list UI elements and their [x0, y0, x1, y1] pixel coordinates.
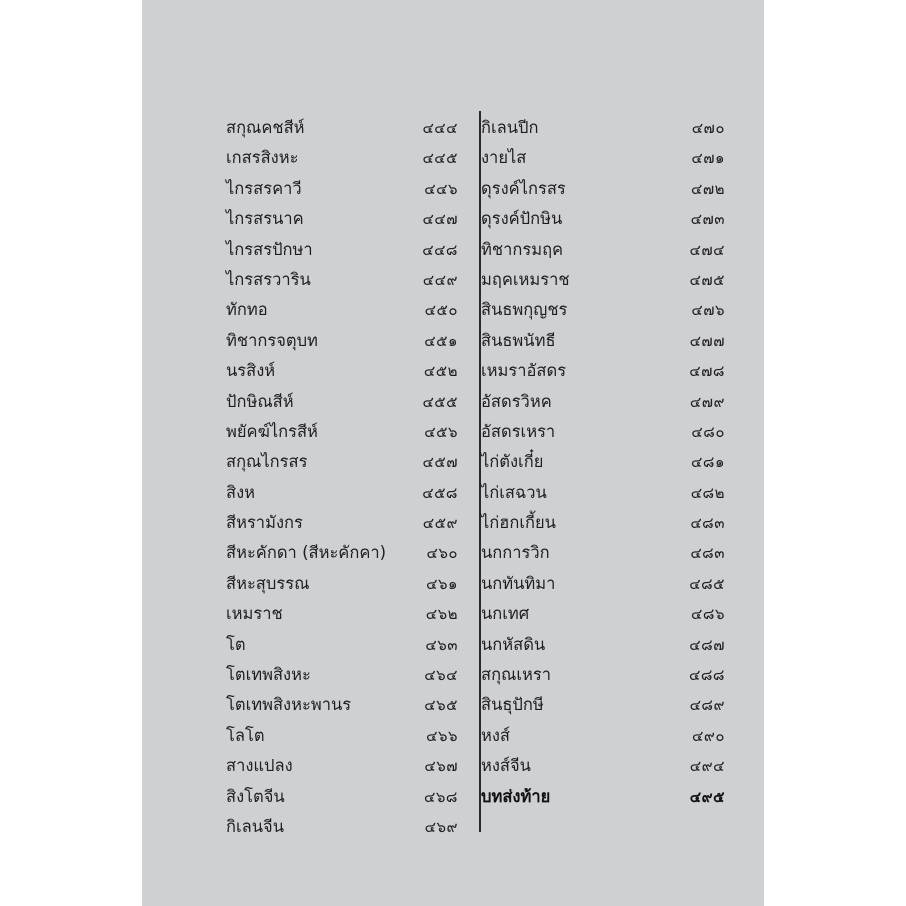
toc-left-column: [226, 113, 458, 842]
toc-entry-page-number: ๔๗๒: [690, 179, 725, 198]
toc-entry-title: กิเลนจีน: [226, 816, 284, 836]
toc-entry-page-number: ๔๖๓: [425, 635, 458, 654]
toc-entry: [481, 782, 725, 812]
toc-entry-page-number: ๔๘๑: [691, 453, 725, 472]
toc-entry: [226, 295, 458, 325]
toc-entry-title: ไกรสรนาค: [226, 209, 304, 229]
toc-entry: [481, 174, 725, 204]
toc-entry-page-number: ๔๗๑: [691, 149, 725, 168]
toc-entry-title: กิเลนปีก: [481, 118, 539, 137]
toc-entry-title: นกทันทิมา: [481, 573, 556, 593]
toc-entry: [481, 447, 725, 477]
toc-entry-title: ทิชากรจตุบท: [226, 330, 318, 350]
toc-entry-page-number: ๔๕๐: [424, 301, 458, 320]
toc-entry-title: พยัคฆ์ไกรสีห์: [226, 421, 318, 441]
toc-entry: [226, 812, 458, 842]
toc-entry-page-number: ๔๔๕: [422, 149, 458, 168]
toc-entry-title: สิงห: [226, 482, 256, 502]
toc-entry: [481, 417, 725, 447]
toc-entry: [226, 326, 458, 356]
toc-entry-page-number: ๔๕๕: [422, 392, 458, 411]
toc-entry-page-number: ๔๖๕: [424, 696, 458, 715]
toc-entry: [481, 508, 725, 538]
toc-entry: [226, 630, 458, 660]
toc-entry-title: นรสิงห์: [226, 361, 276, 381]
toc-entry-page-number: ๔๖๒: [425, 605, 458, 624]
toc-entry-page-number: ๔๖๙: [424, 817, 458, 836]
toc-entry: [226, 478, 458, 508]
toc-entry-title: ดุรงค์ไกรสร: [481, 178, 566, 198]
toc-entry-title: นกการวิก: [481, 543, 550, 563]
toc-entry: [226, 751, 458, 781]
toc-entry-page-number: ๔๖๐: [426, 544, 458, 563]
toc-entry-title: สินธพกุญชร: [481, 300, 568, 320]
toc-entry-page-number: ๔๘๘: [689, 666, 725, 685]
toc-entry-page-number: ๔๙๐: [692, 726, 725, 745]
toc-entry: [481, 143, 725, 173]
toc-entry-page-number: ๔๕๗: [422, 453, 458, 472]
toc-entry: [226, 143, 458, 173]
toc-entry-title: ไก่ฮกเกี้ยน: [481, 513, 556, 533]
toc-entry: [481, 690, 725, 720]
toc-entry: [226, 204, 458, 234]
toc-entry: [226, 417, 458, 447]
toc-entry-title: สีหรามังกร: [226, 513, 303, 533]
toc-entry-page-number: ๔๖๘: [424, 787, 458, 806]
toc-entry: [481, 751, 725, 781]
toc-entry: [226, 538, 458, 568]
toc-entry-title: โลโต: [226, 725, 265, 745]
toc-entry: [226, 599, 458, 629]
toc-entry-title: ทิชากรมฤค: [481, 239, 564, 259]
toc-entry: [481, 599, 725, 629]
toc-entry: [481, 326, 725, 356]
toc-entry-title: งายไส: [481, 148, 527, 168]
toc-entry: [226, 508, 458, 538]
toc-entry-title: สินธุปักษี: [481, 695, 544, 715]
toc-entry: [226, 447, 458, 477]
toc-entry-page-number: ๔๔๘: [422, 240, 458, 259]
toc-entry-title: เหมราอัสดร: [481, 361, 567, 381]
toc-entry-title: สินธพนัทธี: [481, 330, 556, 350]
toc-entry-title: สีหะสุบรรณ: [226, 573, 310, 593]
toc-entry-title: อัสดรวิหค: [481, 391, 552, 411]
toc-entry: [481, 265, 725, 295]
toc-entry: [226, 113, 458, 143]
toc-entry-page-number: ๔๙๔: [689, 757, 725, 776]
toc-entry-title: โตเทพสิงหะ: [226, 665, 311, 685]
toc-entry: [481, 538, 725, 568]
toc-entry: [481, 630, 725, 660]
toc-entry-title: ไก่เสฉวน: [481, 482, 547, 502]
toc-entry-page-number: ๔๖๗: [424, 757, 458, 776]
toc-entry-page-number: ๔๖๑: [426, 574, 458, 593]
toc-entry: [481, 356, 725, 386]
toc-entry: [226, 387, 458, 417]
toc-entry-page-number: ๔๘๓: [690, 514, 725, 533]
toc-entry: [226, 660, 458, 690]
toc-entry-title: เกสรสิงหะ: [226, 148, 299, 168]
toc-entry-title: โต: [226, 634, 246, 654]
toc-entry-page-number: ๔๘๕: [689, 574, 725, 593]
toc-entry-page-number: ๔๗๕: [689, 270, 725, 289]
toc-entry-page-number: ๔๖๔: [424, 666, 458, 685]
toc-entry-title: ไกรสรวาริน: [226, 269, 311, 289]
book-page: [142, 0, 764, 906]
toc-entry-page-number: ๔๗๖: [691, 301, 725, 320]
toc-entry: [226, 721, 458, 751]
toc-entry: [481, 113, 725, 143]
toc-entry: [226, 690, 458, 720]
toc-entry-title: สกุณเหรา: [481, 665, 552, 685]
toc-entry-title: สางแปลง: [226, 756, 293, 776]
toc-entry-title: เหมราช: [226, 604, 283, 624]
toc-entry-title: สิงโตจีน: [226, 786, 285, 806]
toc-entry: [226, 569, 458, 599]
toc-entry: [481, 721, 725, 751]
toc-entry-title: ปักษิณสีห์: [226, 391, 294, 411]
toc-entry-page-number: ๔๘๙: [689, 696, 725, 715]
toc-entry-page-number: ๔๔๗: [422, 210, 458, 229]
toc-entry-page-number: ๔๔๖: [424, 179, 458, 198]
toc-entry-page-number: ๔๙๕: [689, 787, 725, 806]
toc-entry: [481, 478, 725, 508]
toc-entry-page-number: ๔๕๒: [423, 362, 458, 381]
toc-entry-title: นกเทศ: [481, 604, 530, 624]
toc-entry-page-number: ๔๕๘: [422, 483, 458, 502]
toc-entry: [226, 174, 458, 204]
toc-entry-page-number: ๔๘๗: [689, 635, 725, 654]
toc-entry-page-number: ๔๗๓: [690, 210, 725, 229]
toc-right-column: [481, 113, 725, 812]
toc-entry-page-number: ๔๗๘: [689, 362, 725, 381]
toc-entry-page-number: ๔๘๒: [690, 483, 725, 502]
toc-entry-page-number: ๔๗๔: [689, 240, 725, 259]
toc-entry-page-number: ๔๕๙: [422, 514, 458, 533]
toc-entry: [226, 356, 458, 386]
toc-entry-page-number: ๔๖๖: [426, 726, 458, 745]
toc-entry-title: สีหะคักดา (สีหะคักคา): [226, 543, 387, 563]
toc-entry-page-number: ๔๔๔: [422, 119, 458, 137]
toc-entry-title: สกุณไกรสร: [226, 452, 308, 472]
toc-entry-page-number: ๔๗๗: [689, 331, 725, 350]
toc-entry-title: นกหัสดิน: [481, 634, 546, 654]
toc-entry-title: หงส์จีน: [481, 756, 531, 776]
toc-entry-page-number: ๔๘๓: [690, 544, 725, 563]
toc-entry: [481, 660, 725, 690]
toc-entry-page-number: ๔๗๙: [689, 392, 725, 411]
toc-entry-title: บทส่งท้าย: [481, 786, 551, 806]
toc-entry-title: อัสดรเหรา: [481, 421, 556, 441]
toc-entry-title: หงส์: [481, 725, 511, 745]
toc-entry-page-number: ๔๕๑: [424, 331, 458, 350]
toc-entry: [481, 387, 725, 417]
toc-entry: [226, 235, 458, 265]
toc-entry-page-number: ๔๘๖: [691, 605, 725, 624]
toc-entry: [226, 782, 458, 812]
toc-entry: [481, 295, 725, 325]
toc-entry-title: โตเทพสิงหะพานร: [226, 695, 352, 715]
toc-entry-title: ดุรงค์ปักษิน: [481, 209, 563, 229]
toc-entry-page-number: ๔๔๙: [422, 270, 458, 289]
toc-entry: [226, 265, 458, 295]
toc-entry-page-number: ๔๘๐: [691, 422, 725, 441]
toc-entry: [481, 204, 725, 234]
toc-entry: [481, 235, 725, 265]
toc-entry-title: มฤคเหมราช: [481, 269, 570, 289]
toc-entry: [481, 569, 725, 599]
toc-entry-page-number: ๔๗๐: [691, 119, 725, 137]
toc-entry-title: ไกรสรปักษา: [226, 239, 313, 259]
toc-entry-title: ทักทอ: [226, 300, 268, 320]
toc-entry-title: สกุณคชสีห์: [226, 118, 305, 137]
toc-entry-page-number: ๔๕๖: [424, 422, 458, 441]
toc-entry-title: ไก่ตังเกี๋ย: [481, 452, 544, 472]
toc-entry-title: ไกรสรคาวี: [226, 178, 302, 198]
